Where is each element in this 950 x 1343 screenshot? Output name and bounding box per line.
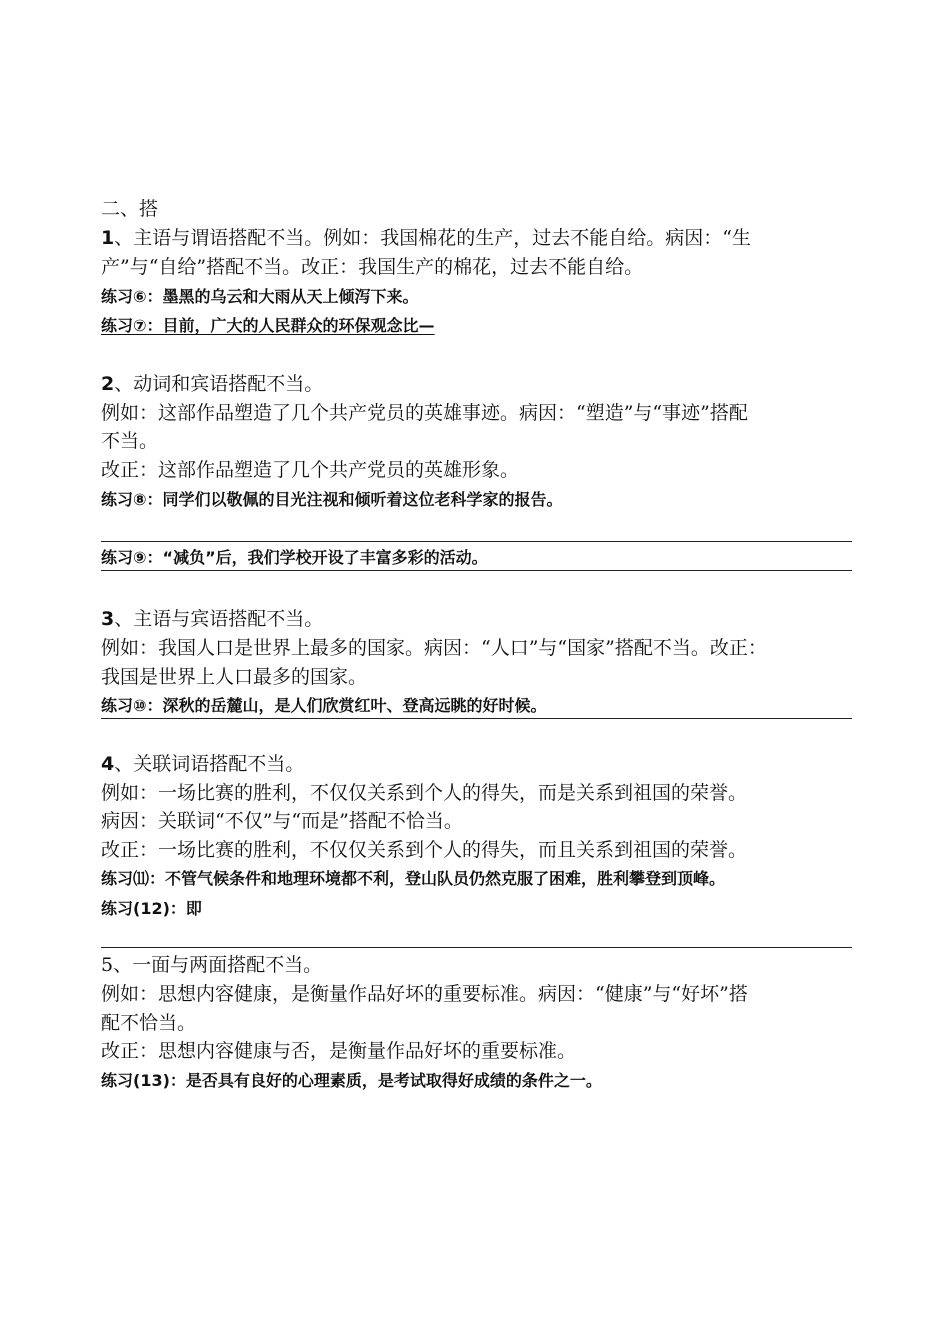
exercise-9: 练习⑨：“减负”后，我们学校开设了丰富多彩的活动。 [101,548,488,567]
s1-line1: 、主语与谓语搭配不当。例如：我国棉花的生产，过去不能自给。病因：“生 [114,227,751,249]
answer-line [101,570,852,571]
s3-line1: 例如：我国人口是世界上最多的国家。病因：“人口”与“国家”搭配不当。改正： [101,637,767,659]
exercise-13: 练习(13)：是否具有良好的心理素质，是考试取得好成绩的条件之一。 [101,1071,602,1090]
exercise-7: 练习⑦：目前，广大的人民群众的环保观念比— [101,316,435,335]
exercise-10: 练习⑩：深秋的岳麓山，是人们欣赏红叶、登高远眺的好时候。 [101,696,547,715]
s4-title: 、关联词语搭配不当。 [114,753,305,775]
section-heading: 二、搭 [101,198,159,220]
s2-number: 2 [101,373,115,395]
s2-title: 、动词和宾语搭配不当。 [114,373,324,395]
s4-line2: 病因：关联词“不仅”与“而是”搭配不恰当。 [101,810,463,832]
s1-title-line [101,225,751,251]
s4-line3: 改正：一场比赛的胜利，不仅仅关系到个人的得失，而且关系到祖国的荣誉。 [101,839,748,861]
s2-line3: 改正：这部作品塑造了几个共产党员的英雄形象。 [101,459,520,481]
s5-title: 5、一面与两面搭配不当。 [101,954,323,976]
s4-line1: 例如：一场比赛的胜利，不仅仅关系到个人的得失，而是关系到祖国的荣誉。 [101,782,748,804]
answer-line [101,541,852,542]
exercise-12: 练习(12)：即 [101,899,202,918]
s3-number: 3 [101,608,115,630]
exercise-11: 练习⑾：不管气候条件和地理环境都不利，登山队员仍然克服了困难，胜利攀登到顶峰。 [101,869,726,888]
s1-number: 1 [101,227,115,249]
s2-title-line [101,371,323,397]
exercise-6: 练习⑥：墨黑的乌云和大雨从天上倾泻下来。 [101,287,419,306]
s2-line1: 例如：这部作品塑造了几个共产党员的英雄事迹。病因：“塑造”与“事迹”搭配 [101,402,748,424]
s5-line3: 改正：思想内容健康与否，是衡量作品好坏的重要标准。 [101,1040,577,1062]
answer-line [101,718,852,719]
s5-line1: 例如：思想内容健康，是衡量作品好坏的重要标准。病因：“健康”与“好坏”搭 [101,983,748,1005]
s4-title-line [101,751,304,777]
s1-line2: 产”与“自给”搭配不当。改正：我国生产的棉花，过去不能自给。 [101,256,644,278]
exercise-8: 练习⑧：同学们以敬佩的目光注视和倾听着这位老科学家的报告。 [101,490,563,509]
s3-title-line [101,606,323,632]
s3-title: 、主语与宾语搭配不当。 [114,608,324,630]
answer-line [101,947,852,948]
s4-number: 4 [101,753,115,775]
s5-line2: 配不恰当。 [101,1012,197,1034]
s2-line2: 不当。 [101,430,159,452]
s3-line2: 我国是世界上人口最多的国家。 [101,666,368,688]
